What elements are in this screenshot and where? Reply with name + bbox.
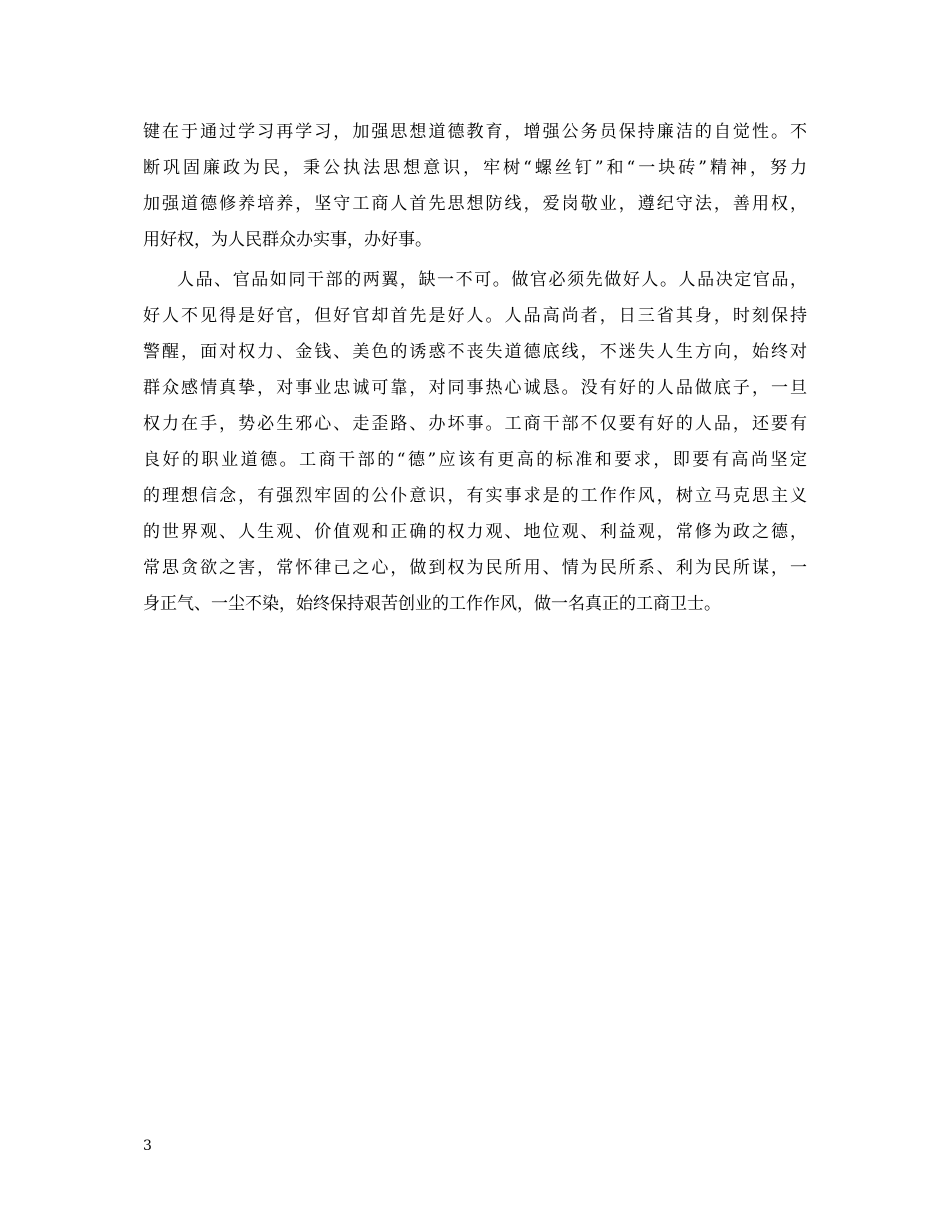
- paragraph-line: 身正气、一尘不染，始终保持艰苦创业的工作作风，做一名真正的工商卫士。: [143, 594, 721, 614]
- paragraph-line: 权力在手，势必生邪心、走歪路、办坏事。工商干部不仅要有好的人品，还要有: [143, 414, 807, 434]
- paragraph-line: 常思贪欲之害，常怀律己之心，做到权为民所用、情为民所系、利为民所谋，一: [143, 558, 807, 578]
- paragraph-line: 好人不见得是好官，但好官却首先是好人。人品高尚者，日三省其身，时刻保持: [143, 306, 807, 326]
- paragraph-line: 人品、官品如同干部的两翼，缺一不可。做官必须先做好人。人品决定官品，: [177, 270, 807, 290]
- paragraph-line: 群众感情真挚，对事业忠诚可靠，对同事热心诚恳。没有好的人品做底子，一旦: [143, 378, 807, 398]
- paragraph-line: 键在于通过学习再学习，加强思想道德教育，增强公务员保持廉洁的自觉性。不: [143, 122, 807, 142]
- paragraph-2: [143, 262, 807, 622]
- paragraph-line: 良好的职业道德。工商干部的“德”应该有更高的标准和要求，即要有高尚坚定: [143, 450, 807, 470]
- paragraph-line: 加强道德修养培养，坚守工商人首先思想防线，爱岗敬业，遵纪守法，善用权，: [143, 194, 807, 214]
- paragraph-1: [143, 114, 807, 258]
- paragraph-line: 的理想信念，有强烈牢固的公仆意识，有实事求是的工作作风，树立马克思主义: [143, 486, 807, 506]
- page-number: 3: [143, 1138, 152, 1154]
- paragraph-line: 警醒，面对权力、金钱、美色的诱惑不丧失道德底线，不迷失人生方向，始终对: [143, 342, 807, 362]
- paragraph-line: 用好权，为人民群众办实事，办好事。: [143, 230, 432, 250]
- paragraph-line: 的世界观、人生观、价值观和正确的权力观、地位观、利益观，常修为政之德，: [143, 522, 807, 542]
- document-body: [143, 114, 807, 622]
- paragraph-line: 断巩固廉政为民，秉公执法思想意识，牢树“螺丝钉”和“一块砖”精神，努力: [143, 158, 807, 178]
